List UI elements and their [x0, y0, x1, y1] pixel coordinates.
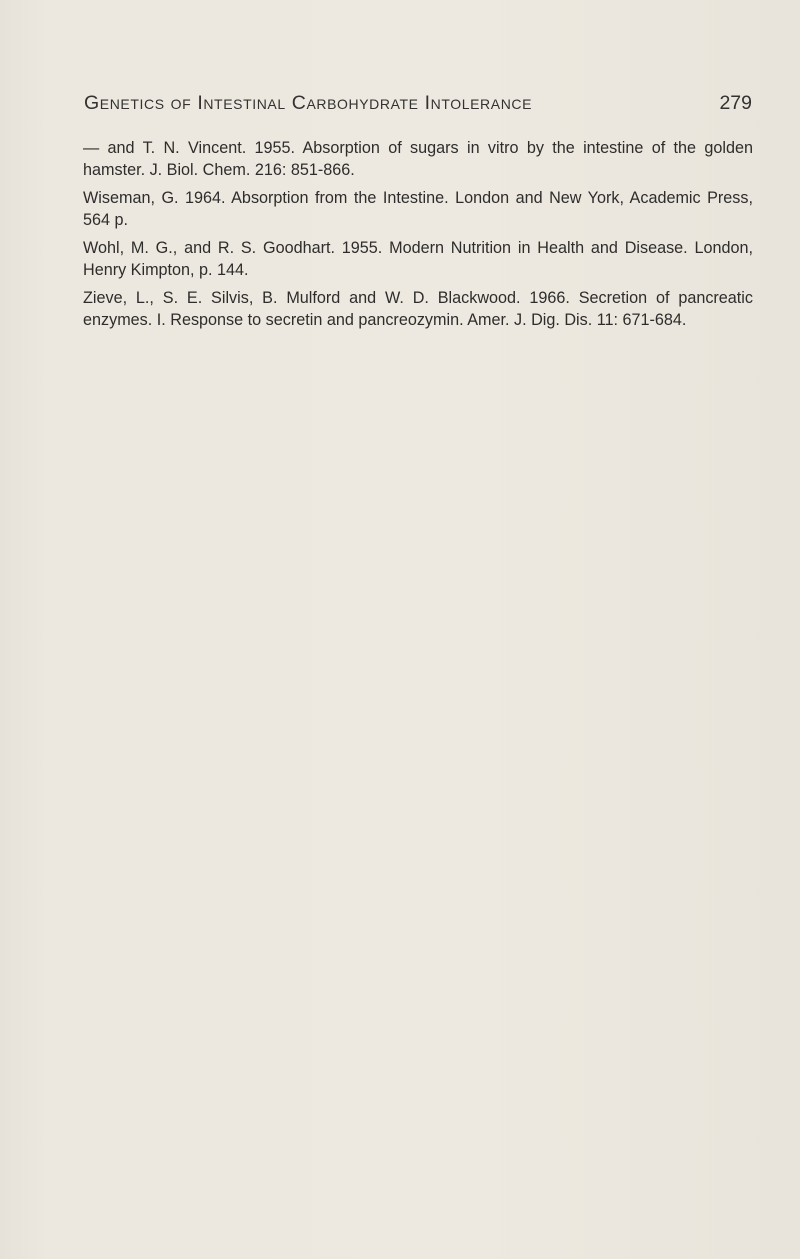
- reference-entry: — and T. N. Vincent. 1955. Absorption of sugars in vitro by the intestine of the golden hamster. J. Biol. Chem. 216: 851-866.: [83, 139, 753, 179]
- reference-entry: Wohl, M. G., and R. S. Goodhart. 1955. Modern Nutrition in Health and Disease. London, Henry Kimpton, p. 144.: [83, 239, 753, 279]
- page-number: 279: [719, 92, 752, 114]
- reference-list: [83, 137, 753, 337]
- page-header: [84, 92, 752, 118]
- reference-entry: Zieve, L., S. E. Silvis, B. Mulford and W. D. Blackwood. 1966. Secretion of pancreatic enzymes. I. Response to secretin and pancreozymin. Amer. J. Dig. Dis. 11: 671-684.: [83, 289, 753, 329]
- reference-entry: Wiseman, G. 1964. Absorption from the Intestine. London and New York, Academic Press, 564 p.: [83, 189, 753, 229]
- running-head-title: Genetics of Intestinal Carbohydrate Intolerance: [84, 92, 533, 114]
